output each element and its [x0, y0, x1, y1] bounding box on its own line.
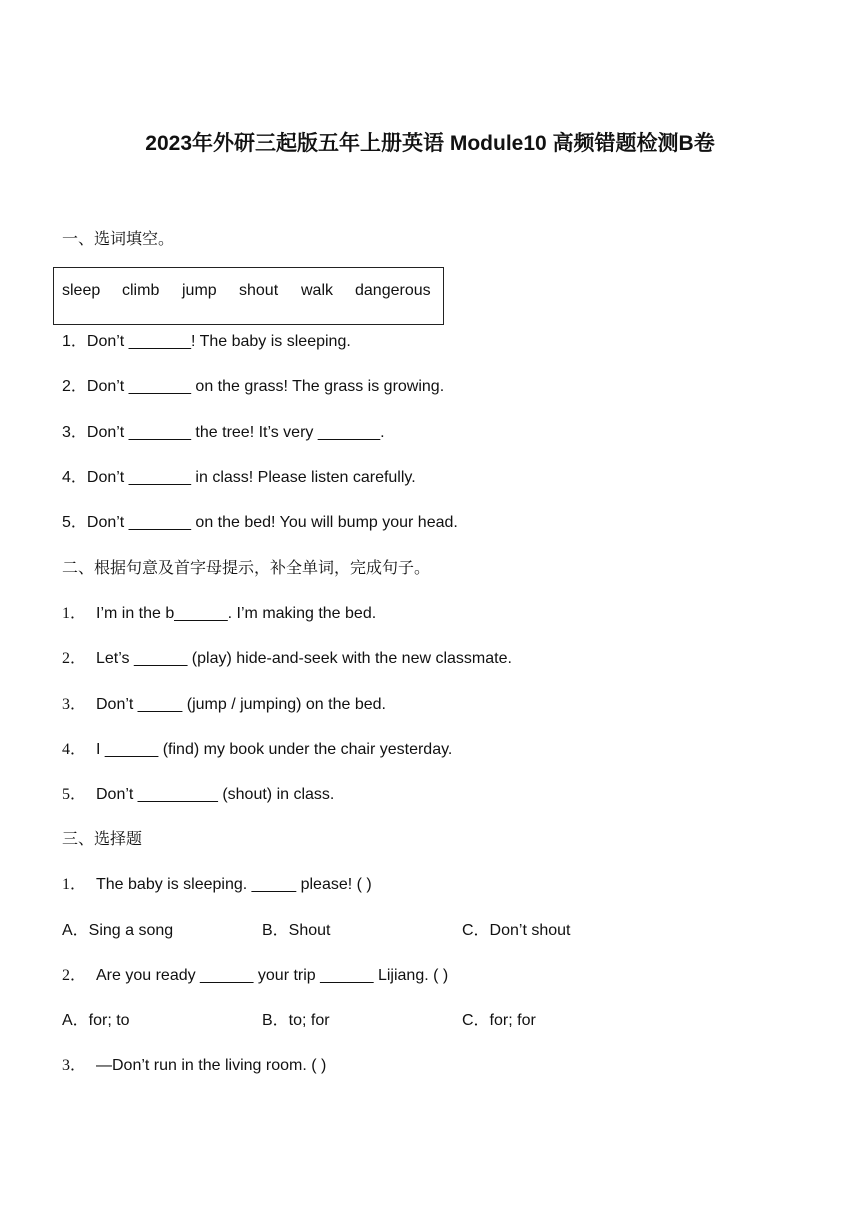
fill-blank-question-5: 5．Don’t _______ on the bed! You will bump your head.: [62, 514, 458, 531]
word-bank-item: dangerous: [355, 282, 431, 299]
option-b: B．Shout: [262, 922, 331, 939]
question-text: Don’t _________ (shout) in class.: [96, 786, 335, 803]
word-bank-item: shout: [239, 282, 279, 299]
question-number: 3．: [62, 696, 87, 713]
question-text: I’m in the b______. I’m making the bed.: [96, 605, 377, 622]
option-a: A．for; to: [62, 1012, 130, 1029]
question-number: 3．: [62, 1057, 87, 1074]
section-heading-3: 三、选择题: [62, 831, 143, 848]
question-text: Let’s ______ (play) hide-and-seek with the new classmate.: [96, 650, 512, 667]
section-heading-2: 二、根据句意及首字母提示，补全单词，完成句子。: [62, 560, 431, 577]
word-bank-item: sleep: [62, 282, 101, 299]
fill-blank-question-4: 4．Don’t _______ in class! Please listen carefully.: [62, 469, 416, 486]
option-b: B．to; for: [262, 1012, 330, 1029]
question-number: 2．: [62, 650, 87, 667]
fill-blank-question-2: 2．Don’t _______ on the grass! The grass is growing.: [62, 378, 445, 395]
question-text: Are you ready ______ your trip ______ Lijiang. ( ): [96, 967, 449, 984]
section-heading-1: 一、选词填空。: [62, 231, 175, 248]
option-c: C．Don’t shout: [462, 922, 571, 939]
word-bank-item: walk: [301, 282, 334, 299]
question-text: —Don’t run in the living room. ( ): [96, 1057, 327, 1074]
fill-blank-question-3: 3．Don’t _______ the tree! It’s very _______.: [62, 424, 385, 441]
question-text: The baby is sleeping. _____ please! ( ): [96, 876, 372, 893]
option-c: C．for; for: [462, 1012, 536, 1029]
question-number: 1．: [62, 605, 87, 622]
question-text: I ______ (find) my book under the chair yesterday.: [96, 741, 453, 758]
word-bank-item: jump: [182, 282, 217, 299]
question-text: Don’t _____ (jump / jumping) on the bed.: [96, 696, 386, 713]
question-number: 2．: [62, 967, 87, 984]
word-bank-item: climb: [122, 282, 160, 299]
question-number: 4．: [62, 741, 87, 758]
question-number: 1．: [62, 876, 87, 893]
option-a: A．Sing a song: [62, 922, 174, 939]
question-number: 5．: [62, 786, 87, 803]
page-title: 2023年外研三起版五年上册英语 Module10 高频错题检测B卷: [145, 132, 715, 155]
fill-blank-question-1: 1．Don’t _______! The baby is sleeping.: [62, 333, 351, 350]
